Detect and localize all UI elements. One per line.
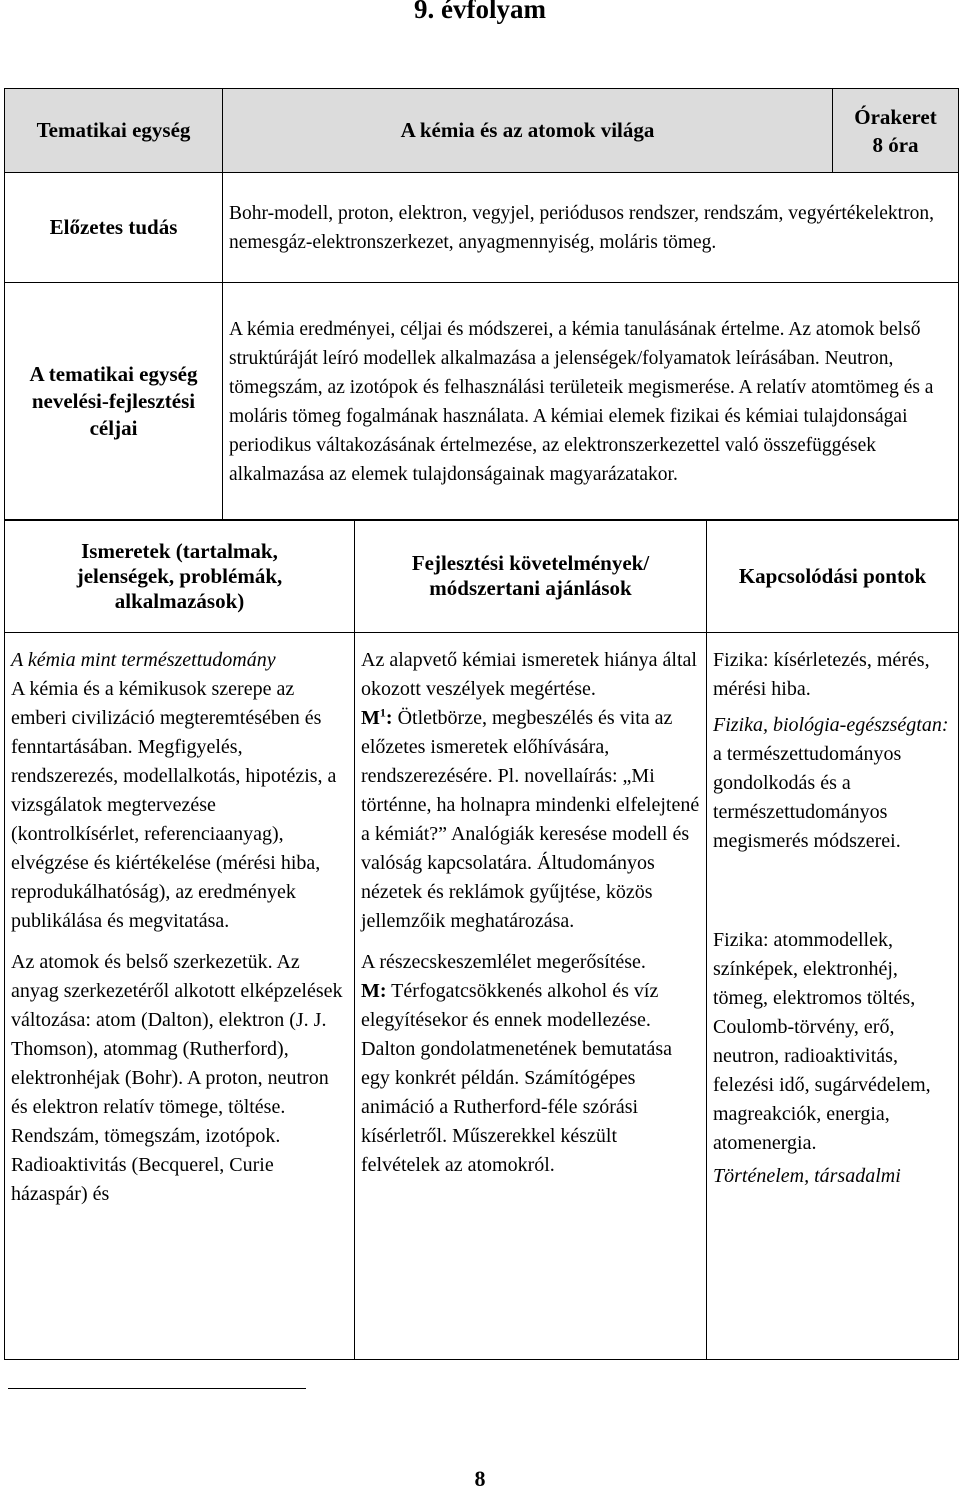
row2-kapcsolodas-text: Fizika: atommodellek, színképek, elektronhéj, tömeg, elektromos töltés, Coulomb-törvény, erő, neutron, radioaktivitás, felezési idő, sugárvédelem, magreakciók, energia, atomenergia. <box>713 929 931 1154</box>
tematikai-label-cell <box>5 89 223 173</box>
col3-header-text: Kapcsolódási pontok <box>738 563 927 588</box>
row2-fejlesztes-text: A részecskeszemlélet megerősítése. <box>361 951 646 973</box>
unit-header-table <box>4 88 959 521</box>
page-number: 8 <box>474 1466 486 1491</box>
col1-header <box>5 520 355 633</box>
row1-kapcsolodas <box>707 633 959 1360</box>
row2-kapcsolodas-italic: Történelem, társadalmi <box>713 1165 901 1187</box>
method-label: $M^1$: <box>361 705 393 729</box>
elozetes-text: Bohr-modell, proton, elektron, vegyjel, periódusos rendszer, rendszám, vegyértékelektron, nemesgáz-elektronszerkezet, anyagmennyiség, moláris tömeg. <box>223 173 959 283</box>
celok-label-line: nevelési-fejlesztési <box>31 389 196 413</box>
orakeret-label: Órakeret <box>854 104 937 129</box>
row1-kapcsolodas-text2: a természettudományos gondolkodás és a természettudományos megismerés módszerei. <box>713 743 902 852</box>
col2-header <box>355 520 707 633</box>
page-heading: 9. évfolyam <box>414 0 546 24</box>
celok-label-line: A tematikai egység <box>29 362 198 386</box>
row1-ismeretek <box>5 633 355 1360</box>
unit-title: A kémia és az atomok világa <box>400 118 655 142</box>
celok-text: A kémia eredményei, céljai és módszerei, a kémia tanulásának értelme. Az atomok belső struktúráját leíró modellek alkalmazása a jelenségek/folyamatok leírásában. Neutron, tömegszám, az izotópok és felhasználási területeik megismerése. A relatív atomtömeg és a moláris tömeg fogalmának használata. A kémiai elemek fizikai és kémiai tulajdonságai periodikus váltakozásának értelmezése, az elektronszerkezettel való összefüggések alkalmazása az elemek tulajdonságainak magyarázatakor. <box>223 283 959 521</box>
col1-header-line: alkalmazások) <box>114 588 245 613</box>
row1-kapcsolodas-italic: Fizika, biológia-egészségtan: <box>713 714 949 736</box>
row1-method-text: Ötletbörze, megbeszélés és vita az előzetes ismeretek előhívására, rendszerezésére. Pl. novellaírás: „Mi történne, ha holnapra mindenki elfelejtené a kémiát?” Analógiák keresése modell és valóság kapcsolatára. Áltudományos nézetek és reklámok gyűjtése, közös jellemzőik meghatározása. <box>361 707 700 932</box>
unit-title-cell <box>223 89 833 173</box>
celok-label-cell <box>5 283 223 521</box>
footnote-rule <box>8 1388 306 1389</box>
row1-fejlesztes-text: Az alapvető kémiai ismeretek hiánya által okozott veszélyek megértése. <box>361 649 697 700</box>
tematikai-label: Tematikai egység <box>36 118 191 142</box>
content-table <box>4 519 959 1360</box>
row2-ismeretek-text: Az atomok és belső szerkezetük. Az anyag szerkezetéről alkotott elképzelések változása: atom (Dalton), elektron (J. J. Thomson), atommag (Rutherford), elektronhéjak (Bohr). A proton, neutron és elektron relatív tömege, töltése. Rendszám, tömegszám, izotópok. Radioaktivitás (Becquerel, Curie házaspár) és <box>11 951 343 1205</box>
elozetes-label: Előzetes tudás <box>49 215 178 239</box>
col1-header-line: jelenségek, problémák, <box>76 563 283 588</box>
method-label: M: <box>361 980 387 1002</box>
col2-header-line: Fejlesztési követelmények/ <box>411 551 650 575</box>
elozetes-label-cell <box>5 173 223 283</box>
orakeret-value: 8 óra <box>872 132 919 157</box>
orakeret-cell <box>833 89 959 173</box>
row1-fejlesztes <box>355 633 707 1360</box>
celok-label-line: céljai <box>89 416 138 440</box>
row1-section-title: A kémia mint természettudomány <box>11 649 276 671</box>
col1-header-line: Ismeretek (tartalmak, <box>81 538 278 563</box>
row1-kapcsolodas-text: Fizika: kísérletezés, mérés, mérési hiba. <box>713 649 930 700</box>
col3-header <box>707 520 959 633</box>
row2-method-text: Térfogatcsökkenés alkohol és víz elegyítésekor és ennek modellezése. Dalton gondolatmenetének bemutatása egy konkrét példán. Számítógépes animáció a Rutherford-féle szórási kísérletről. Műszerekkel készült felvételek az atomokról. <box>361 980 673 1176</box>
col2-header-line: módszertani ajánlások <box>429 576 632 600</box>
row1-ismeretek-text: A kémia és a kémikusok szerepe az emberi civilizáció megteremtésében és fenntartásában. Megfigyelés, rendszerezés, modellalkotás, hipotézis, a vizsgálatok megtervezése (kontrolkísérlet, referenciaanyag), elvégzése és kiértékelése (mérési hiba, reprodukálhatóság), az eredmények publikálása és megvitatása. <box>11 678 337 932</box>
